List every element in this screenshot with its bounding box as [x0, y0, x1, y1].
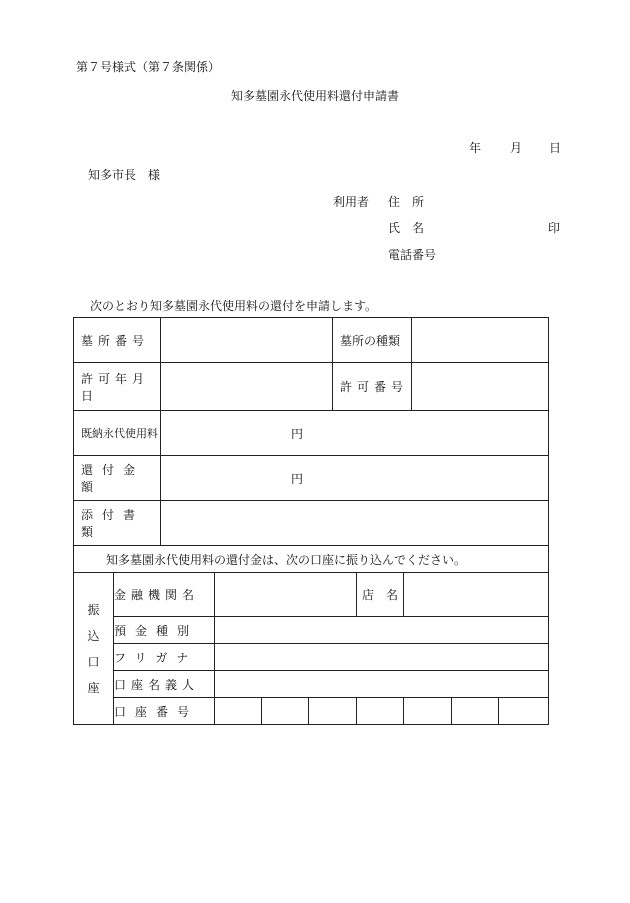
permit-number-label: 許可番号 [333, 363, 412, 411]
account-digit-cell[interactable] [215, 698, 262, 725]
grave-number-field[interactable] [161, 318, 333, 363]
holder-field[interactable] [215, 671, 549, 698]
grave-row [74, 318, 549, 363]
permit-date-field[interactable] [161, 363, 333, 411]
date-day-label: 日 [549, 141, 562, 155]
attachments-field[interactable] [161, 501, 549, 546]
intro-text: 次のとおり知多墓園永代使用料の還付を申請します。 [90, 299, 378, 313]
page-title: 知多墓園永代使用料還付申請書 [230, 89, 399, 103]
transfer-char: 座 [87, 680, 100, 695]
account-digit-cell[interactable] [452, 698, 499, 725]
applicant-label: 利用者 [333, 195, 370, 209]
deposit-type-field[interactable] [215, 617, 549, 644]
account-number-row [74, 698, 549, 725]
form-number: 第７号様式（第７条関係） [76, 60, 221, 74]
furigana-field[interactable] [215, 644, 549, 671]
application-table [73, 317, 549, 573]
institution-field[interactable] [215, 573, 357, 617]
refund-amount-label: 還付金額 [74, 456, 161, 501]
account-digit-cell[interactable] [309, 698, 357, 725]
refund-row [74, 456, 549, 501]
deposit-type-row [74, 617, 549, 644]
grave-type-label: 墓所の種類 [333, 318, 412, 363]
date-year-label: 年 [469, 141, 482, 155]
permit-date-label: 許可年月日 [74, 363, 161, 411]
institution-row [74, 573, 549, 617]
account-number-label: 口座番号 [114, 698, 215, 725]
transfer-char: 口 [87, 654, 100, 669]
permit-row [74, 363, 549, 411]
transfer-note-row [74, 546, 549, 573]
transfer-char: 込 [87, 628, 100, 643]
account-digit-cell[interactable] [499, 698, 549, 725]
attachments-label: 添付書類 [74, 501, 161, 546]
holder-row [74, 671, 549, 698]
account-digit-cell[interactable] [357, 698, 404, 725]
transfer-note: 知多墓園永代使用料の還付金は、次の口座に振り込んでください。 [74, 546, 549, 573]
holder-label: 口座名義人 [114, 671, 215, 698]
date-month-label: 月 [510, 141, 523, 155]
name-label: 氏 名 [388, 221, 425, 235]
transfer-account-label [74, 573, 114, 725]
furigana-label: フリガナ [114, 644, 215, 671]
branch-label: 店 名 [357, 573, 404, 617]
transfer-char: 振 [87, 602, 100, 617]
refund-amount-field[interactable] [161, 456, 549, 501]
account-digit-cell[interactable] [262, 698, 309, 725]
paid-fee-label: 既納永代使用料 [74, 411, 161, 456]
paid-fee-field[interactable] [161, 411, 549, 456]
attachments-row [74, 501, 549, 546]
account-digit-cell[interactable] [404, 698, 452, 725]
address-label: 住 所 [388, 195, 425, 209]
branch-field[interactable] [404, 573, 549, 617]
permit-number-field[interactable] [412, 363, 549, 411]
furigana-row [74, 644, 549, 671]
phone-label: 電話番号 [388, 248, 437, 262]
bank-account-table [73, 572, 549, 725]
grave-type-field[interactable] [412, 318, 549, 363]
grave-number-label: 墓所番号 [74, 318, 161, 363]
addressee: 知多市長 様 [88, 168, 161, 182]
paid-fee-row [74, 411, 549, 456]
institution-label: 金融機関名 [114, 573, 215, 617]
paid-fee-unit: 円 [291, 426, 304, 441]
deposit-type-label: 預金種別 [114, 617, 215, 644]
refund-unit: 円 [291, 471, 304, 486]
seal-mark: 印 [548, 221, 561, 235]
